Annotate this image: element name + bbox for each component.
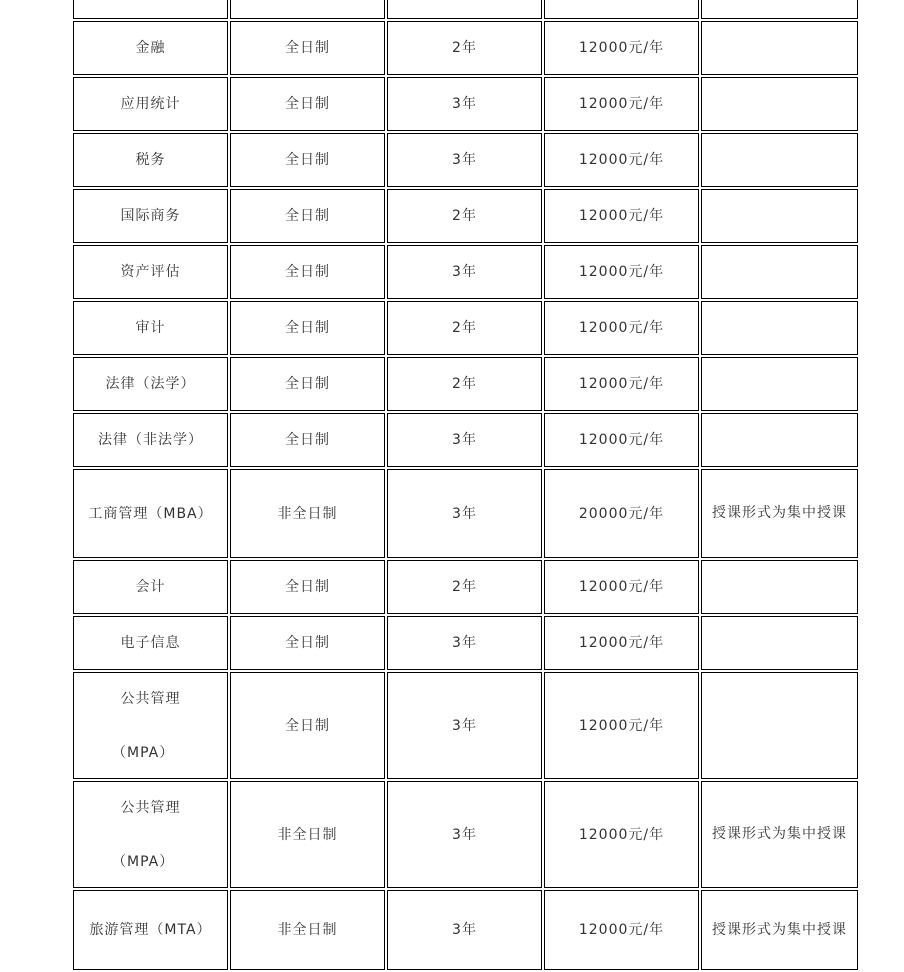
tuition-cell: 12000元/年 — [544, 560, 699, 614]
study-mode-cell: 非全日制 — [230, 469, 385, 558]
duration-cell: 3年 — [387, 781, 542, 888]
table-row — [73, 301, 858, 355]
duration-cell: 3年 — [387, 245, 542, 299]
major-cell: 法律（非法学） — [73, 413, 228, 467]
tuition-cell: 12000元/年 — [544, 781, 699, 888]
note-text: 授课形式为集中授课 — [712, 826, 847, 842]
major-cell: 应用统计 — [73, 77, 228, 131]
major-cell: 国际商务 — [73, 189, 228, 243]
table-row — [73, 0, 858, 19]
note-cell — [701, 301, 858, 355]
study-mode-cell: 全日制 — [230, 560, 385, 614]
note-cell — [701, 672, 858, 779]
note-cell — [701, 781, 858, 888]
table-row — [73, 77, 858, 131]
note-cell — [701, 890, 858, 970]
note-cell — [701, 469, 858, 558]
study-mode-cell: 全日制 — [230, 77, 385, 131]
duration-cell: 3年 — [387, 413, 542, 467]
tuition-cell: 12000元/年 — [544, 616, 699, 670]
major-cell: 审计 — [73, 301, 228, 355]
note-cell — [701, 413, 858, 467]
table-row — [73, 890, 858, 970]
major-cell — [73, 781, 228, 888]
major-cell: 工商管理（MBA） — [73, 469, 228, 558]
tuition-cell: 12000元/年 — [544, 413, 699, 467]
study-mode-cell: 全日制 — [230, 133, 385, 187]
duration-cell: 3年 — [387, 672, 542, 779]
table-row — [73, 616, 858, 670]
note-text: 授课形式为集中授课 — [712, 921, 847, 938]
note-cell — [701, 616, 858, 670]
tuition-cell — [544, 0, 699, 19]
study-mode-cell — [230, 0, 385, 19]
table-row — [73, 672, 858, 779]
study-mode-cell: 全日制 — [230, 301, 385, 355]
study-mode-cell: 非全日制 — [230, 781, 385, 888]
table-row — [73, 413, 858, 467]
major-cell — [73, 0, 228, 19]
study-mode-cell: 全日制 — [230, 21, 385, 75]
duration-cell — [387, 0, 542, 19]
tuition-cell: 20000元/年 — [544, 469, 699, 558]
duration-cell: 2年 — [387, 560, 542, 614]
tuition-cell: 12000元/年 — [544, 189, 699, 243]
duration-cell: 2年 — [387, 301, 542, 355]
note-text: 授课形式为集中授课 — [712, 505, 847, 521]
tuition-cell: 12000元/年 — [544, 357, 699, 411]
major-cell: 法律（法学） — [73, 357, 228, 411]
table-row — [73, 189, 858, 243]
table-row — [73, 469, 858, 558]
table-row — [73, 133, 858, 187]
duration-cell: 3年 — [387, 77, 542, 131]
major-cell: 旅游管理（MTA） — [73, 890, 228, 970]
note-cell — [701, 0, 858, 19]
tuition-cell: 12000元/年 — [544, 672, 699, 779]
major-cell: 税务 — [73, 133, 228, 187]
fee-table — [71, 0, 860, 972]
study-mode-cell: 非全日制 — [230, 890, 385, 970]
major-abbr: （MPA） — [112, 853, 175, 870]
table-row — [73, 357, 858, 411]
tuition-cell: 12000元/年 — [544, 890, 699, 970]
table-row — [73, 245, 858, 299]
duration-cell: 2年 — [387, 189, 542, 243]
tuition-cell: 12000元/年 — [544, 21, 699, 75]
tuition-cell: 12000元/年 — [544, 245, 699, 299]
note-cell — [701, 21, 858, 75]
study-mode-cell: 全日制 — [230, 245, 385, 299]
fee-table-body — [73, 0, 858, 970]
study-mode-cell: 全日制 — [230, 672, 385, 779]
major-cell: 会计 — [73, 560, 228, 614]
study-mode-cell: 全日制 — [230, 189, 385, 243]
note-cell — [701, 77, 858, 131]
study-mode-cell: 全日制 — [230, 616, 385, 670]
major-cell: 资产评估 — [73, 245, 228, 299]
duration-cell: 2年 — [387, 357, 542, 411]
table-row — [73, 21, 858, 75]
tuition-cell: 12000元/年 — [544, 133, 699, 187]
major-cell: 金融 — [73, 21, 228, 75]
major-name: 公共管理 — [120, 690, 181, 707]
note-cell — [701, 189, 858, 243]
note-cell — [701, 133, 858, 187]
tuition-cell: 12000元/年 — [544, 301, 699, 355]
major-name: 公共管理 — [120, 799, 181, 816]
note-cell — [701, 245, 858, 299]
tuition-cell: 12000元/年 — [544, 77, 699, 131]
duration-cell: 3年 — [387, 616, 542, 670]
major-abbr: （MPA） — [112, 744, 175, 761]
study-mode-cell: 全日制 — [230, 413, 385, 467]
note-cell — [701, 560, 858, 614]
table-row — [73, 560, 858, 614]
duration-cell: 2年 — [387, 21, 542, 75]
duration-cell: 3年 — [387, 469, 542, 558]
duration-cell: 3年 — [387, 133, 542, 187]
duration-cell: 3年 — [387, 890, 542, 970]
note-cell — [701, 357, 858, 411]
table-row — [73, 781, 858, 888]
major-cell — [73, 672, 228, 779]
study-mode-cell: 全日制 — [230, 357, 385, 411]
major-cell: 电子信息 — [73, 616, 228, 670]
